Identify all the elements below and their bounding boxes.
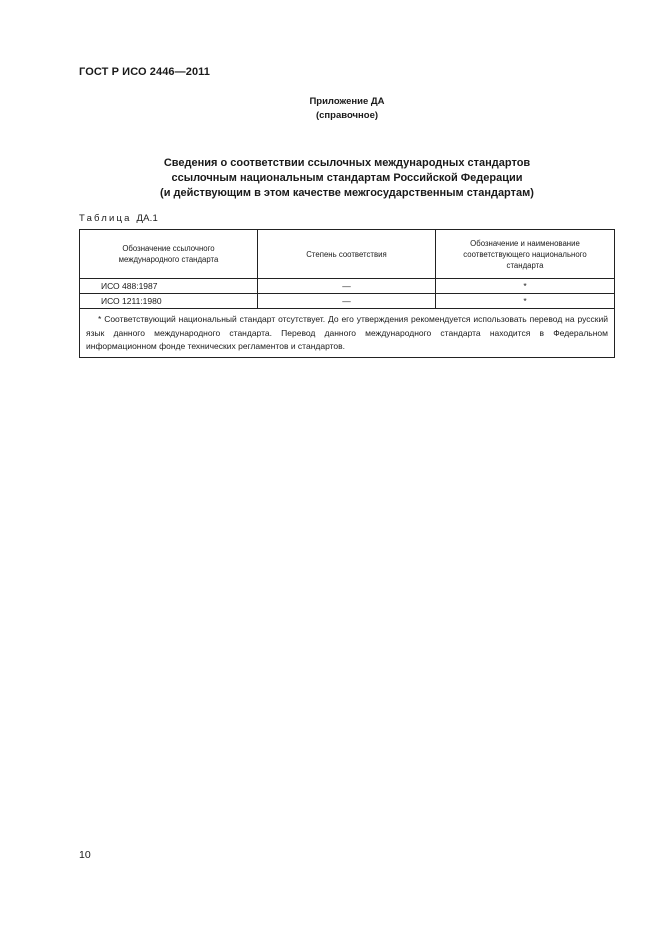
header-national-standard: [436, 230, 615, 279]
header-line: стандарта: [506, 260, 544, 270]
section-title-line: (и действующим в этом качестве межгосударственным стандартам): [160, 187, 534, 199]
table-row: [80, 294, 615, 309]
page-number: 10: [79, 849, 91, 861]
document-header: ГОСТ Р ИСО 2446—2011: [79, 66, 211, 78]
appendix-subtitle: (справочное): [315, 110, 379, 121]
correspondence-table: [79, 229, 615, 358]
cell-international-standard: ИСО 1211:1980: [80, 294, 258, 309]
cell-degree: —: [258, 294, 436, 309]
cell-national-standard: *: [436, 294, 615, 309]
cell-national-standard: *: [436, 279, 615, 294]
table-header-row: [80, 230, 615, 279]
table-caption-number: ДА.1: [136, 213, 158, 224]
header-line: соответствующего национального: [463, 249, 587, 259]
table-caption-label: Таблица: [79, 213, 132, 224]
table-footnote: [80, 309, 615, 358]
table-footnote-row: [80, 309, 615, 358]
cell-degree: —: [258, 279, 436, 294]
header-international-standard: [80, 230, 258, 279]
appendix-heading: [0, 95, 661, 123]
table-caption: [79, 213, 158, 224]
cell-international-standard: ИСО 488:1987: [80, 279, 258, 294]
header-degree-of-correspondence: [258, 230, 436, 279]
table-row: [80, 279, 615, 294]
footnote-text: * Соответствующий национальный стандарт отсутствует. До его утверждения рекомендуется использовать перевод на русский язык данного международного стандарта. Перевод данного международного стандарта находится в Федеральном информационном фонде технических регламентов и стандартов.: [86, 314, 608, 351]
header-line: Степень соответствия: [306, 249, 387, 259]
section-title: [0, 156, 661, 201]
section-title-line: ссылочным национальным стандартам Российской Федерации: [171, 172, 523, 184]
header-line: Обозначение и наименование: [470, 238, 580, 248]
section-title-line: Сведения о соответствии ссылочных международных стандартов: [163, 157, 531, 169]
header-line: международного стандарта: [118, 255, 219, 264]
header-line: Обозначение ссылочного: [122, 244, 215, 253]
appendix-title: Приложение ДА: [309, 96, 385, 107]
